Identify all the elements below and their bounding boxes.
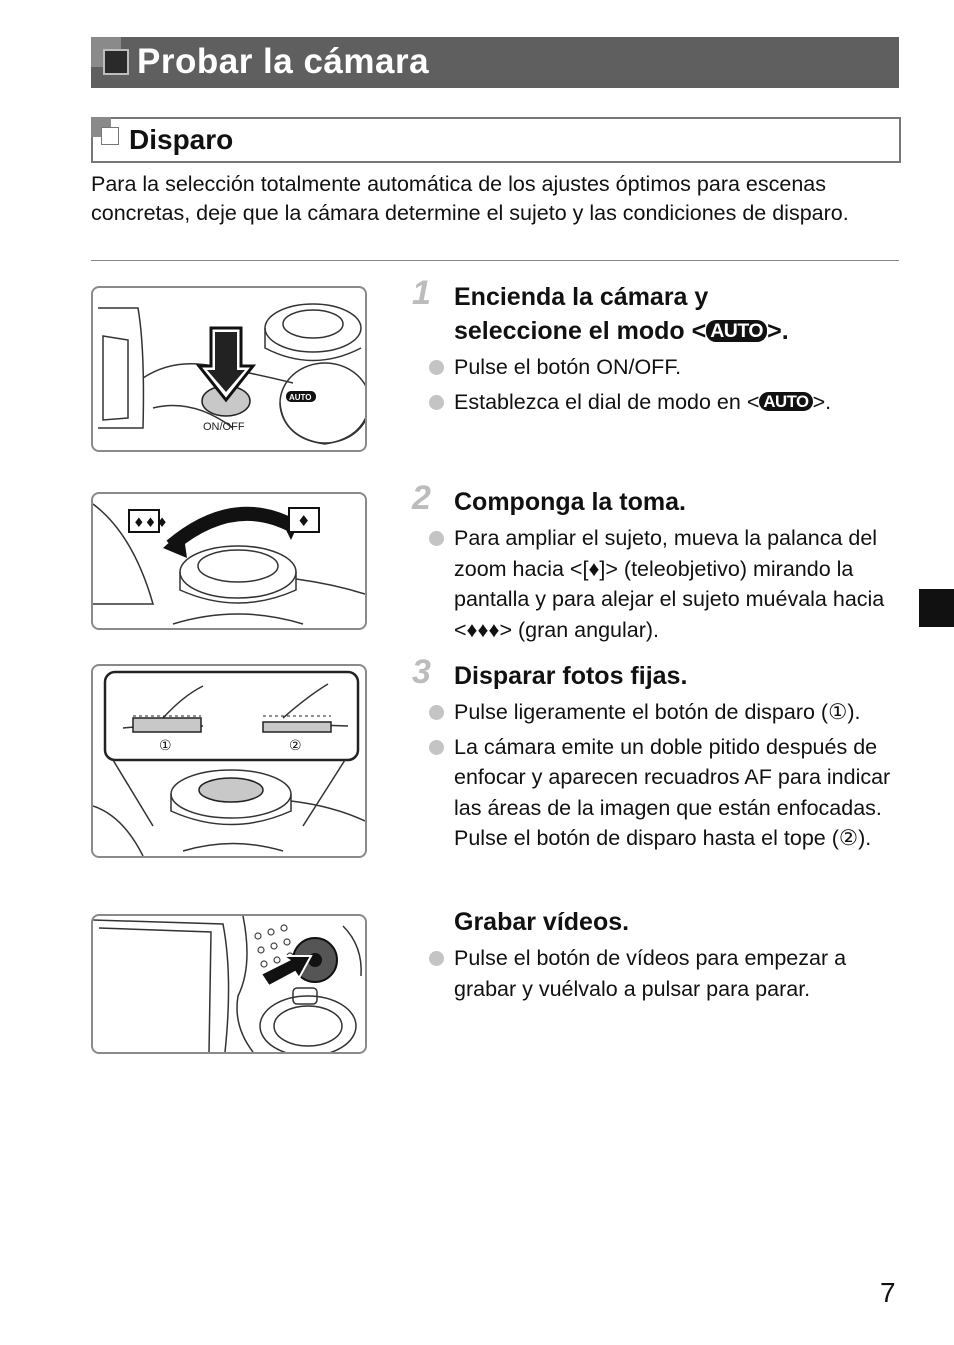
page-title: Probar la cámara xyxy=(137,42,430,81)
step-number: 3 xyxy=(412,653,431,691)
step-title-text: seleccione el modo < xyxy=(454,317,707,345)
list-item xyxy=(454,732,902,854)
step-title-line-1: Encienda la cámara y xyxy=(454,283,709,311)
bullet-text: Establezca el dial de modo en < xyxy=(454,389,760,414)
bullet-text: Pulse el botón de vídeos para empezar a grabar y vuélvalo a pulsar para parar. xyxy=(454,946,847,1001)
half-press-label: ① xyxy=(159,738,172,754)
bullet-text: La cámara emite un doble pitido después de enfocar y aparecen recuadros AF para indicar las áreas de la imagen que están enfocadas. Pulse el botón de disparo hasta el tope (②). xyxy=(454,734,891,850)
bullet-dot-icon xyxy=(429,740,444,755)
bullet-dot-icon xyxy=(429,951,444,966)
list-item xyxy=(454,352,902,383)
bullet-list xyxy=(454,943,902,1004)
step-title: Grabar vídeos. xyxy=(454,908,630,936)
auto-mode-icon: AUTO xyxy=(706,320,767,342)
zoom-tele-icon xyxy=(289,508,319,532)
chapter-tab xyxy=(919,589,954,627)
step-title xyxy=(454,280,902,348)
illustration-shutter-button xyxy=(91,664,367,858)
intro-paragraph: Para la selección totalmente automática de los ajustes óptimos para escenas concretas, deje que la cámara determine el sujeto y las condiciones de disparo. xyxy=(91,172,849,225)
bullet-dot-icon xyxy=(429,531,444,546)
bullet-list xyxy=(454,523,902,645)
step-1 xyxy=(412,274,902,421)
bullet-list xyxy=(454,697,902,854)
list-item xyxy=(454,943,902,1004)
step-title: Disparar fotos fijas. xyxy=(454,662,688,690)
illustration-power-button xyxy=(91,286,367,452)
full-press-label: ② xyxy=(289,738,302,754)
step-number: 1 xyxy=(412,274,431,312)
illustration-movie-button xyxy=(91,914,367,1054)
bullet-dot-icon xyxy=(429,705,444,720)
illustration-zoom-lever xyxy=(91,492,367,630)
step-title: Componga la toma. xyxy=(454,488,686,516)
bullet-text: Pulse ligeramente el botón de disparo (①). xyxy=(454,700,861,724)
step-3 xyxy=(412,653,902,858)
bullet-dot-icon xyxy=(429,360,444,375)
step-2 xyxy=(412,479,902,649)
bullet-text: Para ampliar el sujeto, mueva la palanca del zoom hacia <[♦]> (teleobjetivo) mirando la pantalla y para alejar el sujeto muévala hacia <♦♦♦> (gran angular). xyxy=(454,526,885,642)
step-title-text-end: >. xyxy=(767,317,789,345)
svg-text:♦♦♦: ♦♦♦ xyxy=(133,516,168,531)
svg-text:♦: ♦ xyxy=(297,512,311,530)
title-decoration-square xyxy=(103,49,129,75)
step-number: 2 xyxy=(412,479,431,517)
bullet-dot-icon xyxy=(429,395,444,410)
step-movie xyxy=(412,905,902,1008)
section-heading-bar xyxy=(91,117,901,163)
svg-text:AUTO: AUTO xyxy=(289,393,312,402)
list-item xyxy=(454,387,902,418)
bullet-text: Pulse el botón ON/OFF. xyxy=(454,355,682,379)
list-item xyxy=(454,523,902,645)
step-title-line-2 xyxy=(454,314,902,348)
zoom-wide-icon xyxy=(129,510,168,532)
page-number: 7 xyxy=(880,1277,896,1308)
auto-mode-icon: AUTO xyxy=(759,392,812,411)
divider xyxy=(91,260,899,261)
on-off-label: ON/OFF xyxy=(203,421,245,433)
list-item xyxy=(454,697,902,728)
bullet-text-end: >. xyxy=(812,389,832,414)
section-title: Disparo xyxy=(129,124,234,155)
bullet-list xyxy=(454,352,902,417)
page-title-bar xyxy=(91,37,899,88)
section-decoration-square xyxy=(101,127,119,145)
